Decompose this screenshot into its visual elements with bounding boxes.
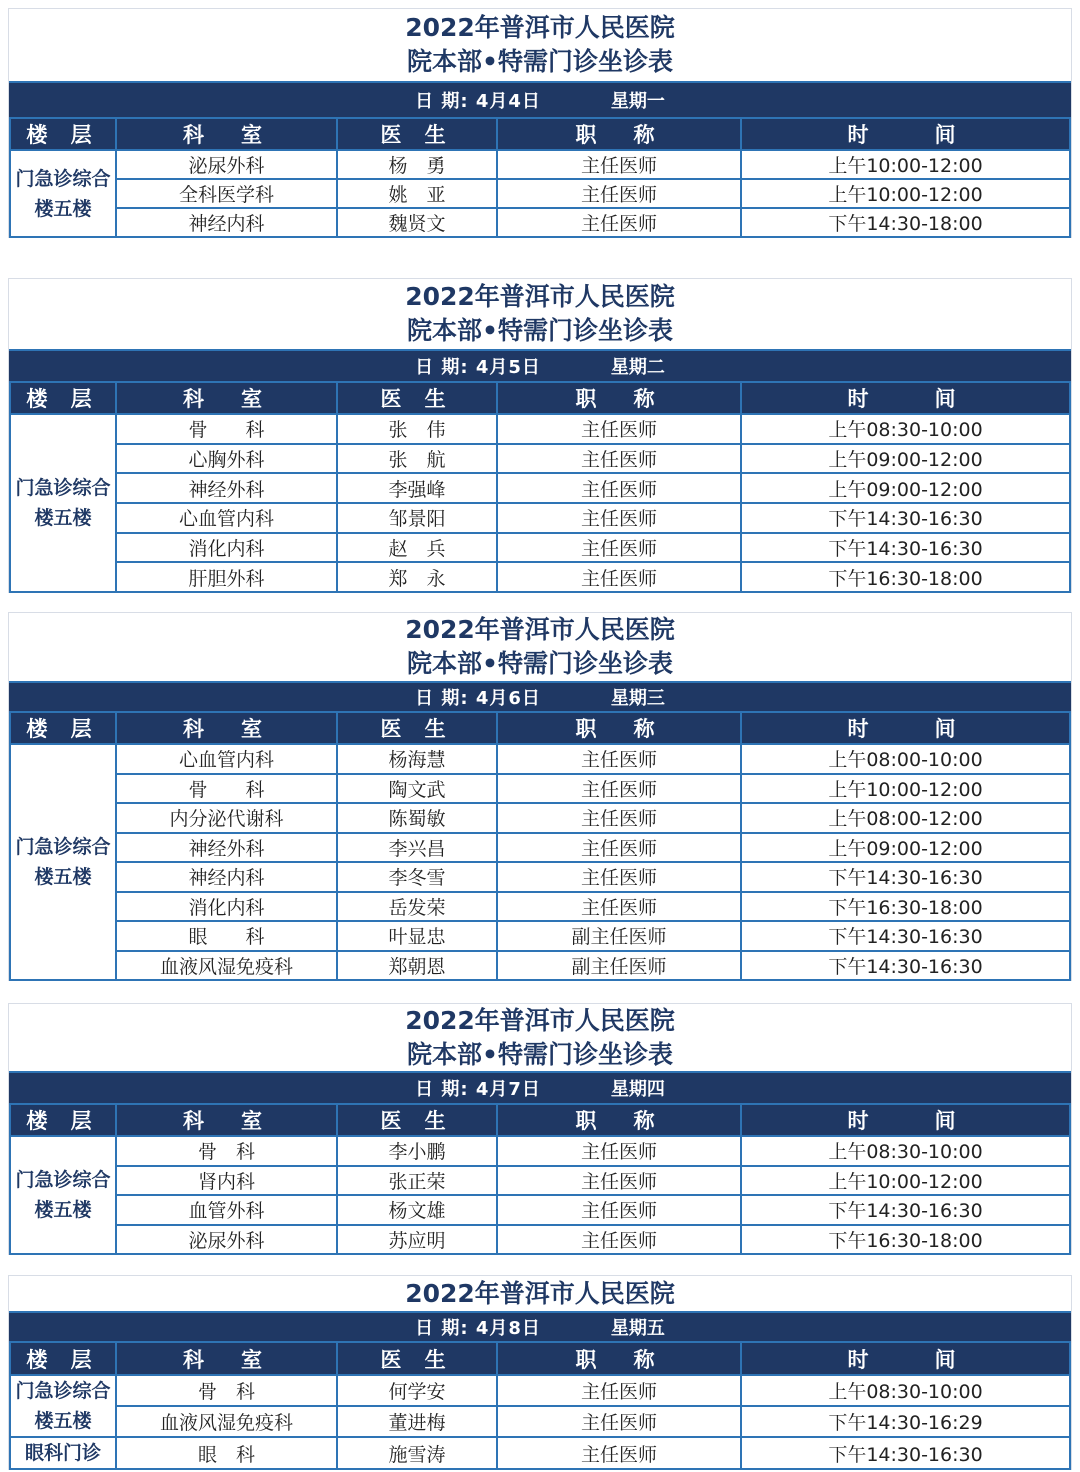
title-cell: 主任医师 [497, 179, 741, 208]
title-line: 2022年普洱市人民医院 [405, 13, 675, 42]
doctor-cell: 杨海慧 [337, 744, 497, 774]
floor-cell: 门急诊综合楼五楼 [10, 150, 116, 237]
department-cell: 消化内科 [116, 892, 337, 922]
doctor-cell: 何学安 [337, 1375, 497, 1406]
department-cell: 神经内科 [116, 862, 337, 892]
title-cell: 主任医师 [497, 444, 741, 474]
department-cell: 血管外科 [116, 1195, 337, 1225]
column-header: 医 生 [337, 1342, 497, 1375]
header-row [10, 118, 1070, 150]
date-label: 日 期: [415, 1079, 469, 1100]
floor-cell: 门急诊综合楼五楼 [10, 414, 116, 592]
title-cell: 主任医师 [497, 1166, 741, 1196]
weekday: 星期三 [610, 688, 665, 709]
column-header: 楼 层 [10, 118, 116, 150]
time-cell: 下午14:30-16:30 [741, 951, 1070, 981]
doctor-cell: 岳发荣 [337, 892, 497, 922]
table-row [10, 833, 1070, 863]
department-cell: 血液风湿免疫科 [116, 951, 337, 981]
schedule-title [9, 9, 1071, 81]
time-cell: 上午08:30-10:00 [741, 414, 1070, 444]
column-header: 科 室 [116, 382, 337, 414]
floor-cell: 门急诊综合楼五楼 [10, 1136, 116, 1254]
table-row [10, 208, 1070, 237]
title-line: 2022年普洱市人民医院 [405, 1005, 675, 1035]
department-cell: 骨 科 [116, 774, 337, 804]
title-cell: 主任医师 [497, 1437, 741, 1469]
title-line: 2022年普洱市人民医院 [405, 1278, 675, 1308]
title-cell: 主任医师 [497, 1406, 741, 1437]
title-line: 2022年普洱市人民医院 [405, 282, 675, 311]
date-bar [9, 681, 1071, 711]
title-cell: 主任医师 [497, 150, 741, 179]
date-label: 日 期: [415, 357, 469, 378]
department-cell: 全科医学科 [116, 179, 337, 208]
column-header: 医 生 [337, 1104, 497, 1136]
column-header: 科 室 [116, 1104, 337, 1136]
date-text [415, 1314, 541, 1340]
doctor-cell: 李冬雪 [337, 862, 497, 892]
title-line: 院本部•特需门诊坐诊表 [407, 649, 673, 678]
schedule-title [9, 613, 1071, 681]
column-header: 楼 层 [10, 1104, 116, 1136]
table-row [10, 892, 1070, 922]
title-cell: 主任医师 [497, 833, 741, 863]
time-cell: 下午16:30-18:00 [741, 892, 1070, 922]
weekday: 星期一 [610, 91, 665, 112]
date-bar [9, 1311, 1071, 1341]
title-cell: 主任医师 [497, 892, 741, 922]
doctor-cell: 郑 永 [337, 562, 497, 592]
floor-cell: 眼科门诊 [10, 1437, 116, 1469]
department-cell: 神经内科 [116, 208, 337, 237]
weekday: 星期四 [610, 1079, 665, 1100]
time-cell: 上午09:00-12:00 [741, 473, 1070, 503]
column-header: 职 称 [497, 1342, 741, 1375]
table-row [10, 1225, 1070, 1255]
department-cell: 泌尿外科 [116, 150, 337, 179]
date-text [415, 353, 541, 379]
floor-cell: 门急诊综合楼五楼 [10, 1375, 116, 1437]
time-cell: 上午10:00-12:00 [741, 774, 1070, 804]
title-cell: 主任医师 [497, 503, 741, 533]
date-text [415, 87, 541, 113]
header-row [10, 712, 1070, 744]
table-row [10, 774, 1070, 804]
title-cell: 主任医师 [497, 1195, 741, 1225]
doctor-cell: 魏贤文 [337, 208, 497, 237]
title-cell: 主任医师 [497, 414, 741, 444]
date-label: 日 期: [415, 688, 469, 709]
doctor-cell: 李强峰 [337, 473, 497, 503]
time-cell: 上午08:30-10:00 [741, 1375, 1070, 1406]
table-row [10, 533, 1070, 563]
doctor-cell: 叶显忠 [337, 921, 497, 951]
schedule-table [8, 1275, 1072, 1470]
table-row [10, 473, 1070, 503]
table-row [10, 1195, 1070, 1225]
header-row [10, 1342, 1070, 1375]
table-row [10, 1375, 1070, 1406]
department-cell: 血液风湿免疫科 [116, 1406, 337, 1437]
time-cell: 下午14:30-16:29 [741, 1406, 1070, 1437]
weekday: 星期二 [610, 357, 665, 378]
department-cell: 泌尿外科 [116, 1225, 337, 1255]
title-cell: 主任医师 [497, 533, 741, 563]
department-cell: 骨 科 [116, 1375, 337, 1406]
doctor-cell: 杨文雄 [337, 1195, 497, 1225]
department-cell: 肾内科 [116, 1166, 337, 1196]
title-cell: 主任医师 [497, 774, 741, 804]
time-cell: 下午16:30-18:00 [741, 1225, 1070, 1255]
doctor-cell: 赵 兵 [337, 533, 497, 563]
table-row [10, 1166, 1070, 1196]
column-header: 医 生 [337, 382, 497, 414]
table-row [10, 921, 1070, 951]
title-cell: 主任医师 [497, 1375, 741, 1406]
department-cell: 心胸外科 [116, 444, 337, 474]
doctor-cell: 张 伟 [337, 414, 497, 444]
time-cell: 下午14:30-16:30 [741, 533, 1070, 563]
schedule-grid [9, 381, 1071, 593]
date-label: 日 期: [415, 91, 469, 112]
table-row [10, 150, 1070, 179]
column-header: 时 间 [741, 1104, 1070, 1136]
title-cell: 副主任医师 [497, 951, 741, 981]
title-cell: 主任医师 [497, 862, 741, 892]
schedule-grid [9, 1103, 1071, 1255]
table-row [10, 744, 1070, 774]
column-header: 职 称 [497, 118, 741, 150]
column-header: 职 称 [497, 712, 741, 744]
department-cell: 眼 科 [116, 1437, 337, 1469]
time-cell: 上午09:00-12:00 [741, 833, 1070, 863]
table-row [10, 951, 1070, 981]
schedule-title [9, 1004, 1071, 1071]
table-row [10, 1437, 1070, 1469]
schedule-table [8, 8, 1072, 238]
table-row [10, 803, 1070, 833]
column-header: 职 称 [497, 1104, 741, 1136]
title-cell: 主任医师 [497, 562, 741, 592]
doctor-cell: 杨 勇 [337, 150, 497, 179]
title-line: 院本部•特需门诊坐诊表 [407, 47, 673, 76]
doctor-cell: 董进梅 [337, 1406, 497, 1437]
date-text [415, 1075, 541, 1101]
time-cell: 上午09:00-12:00 [741, 444, 1070, 474]
title-cell: 主任医师 [497, 803, 741, 833]
doctor-cell: 张正荣 [337, 1166, 497, 1196]
department-cell: 消化内科 [116, 533, 337, 563]
title-cell: 主任医师 [497, 1136, 741, 1166]
date-text [415, 684, 541, 710]
doctor-cell: 李兴昌 [337, 833, 497, 863]
table-row [10, 1136, 1070, 1166]
schedule-table [8, 612, 1072, 981]
header-row [10, 1104, 1070, 1136]
time-cell: 上午08:00-10:00 [741, 744, 1070, 774]
doctor-cell: 姚 亚 [337, 179, 497, 208]
date-bar [9, 81, 1071, 117]
doctor-cell: 郑朝恩 [337, 951, 497, 981]
date-label: 日 期: [415, 1318, 469, 1339]
department-cell: 心血管内科 [116, 503, 337, 533]
title-line: 2022年普洱市人民医院 [405, 615, 675, 644]
time-cell: 上午08:00-12:00 [741, 803, 1070, 833]
date-value: 4月5日 [475, 357, 541, 378]
time-cell: 下午14:30-16:30 [741, 503, 1070, 533]
time-cell: 上午10:00-12:00 [741, 179, 1070, 208]
table-row [10, 862, 1070, 892]
column-header: 时 间 [741, 712, 1070, 744]
column-header: 时 间 [741, 1342, 1070, 1375]
table-row [10, 503, 1070, 533]
schedule-grid [9, 711, 1071, 981]
time-cell: 上午10:00-12:00 [741, 150, 1070, 179]
table-row [10, 444, 1070, 474]
doctor-cell: 施雪涛 [337, 1437, 497, 1469]
schedule-title [9, 1276, 1071, 1311]
column-header: 科 室 [116, 118, 337, 150]
schedule-table [8, 278, 1072, 593]
column-header: 科 室 [116, 1342, 337, 1375]
time-cell: 下午16:30-18:00 [741, 562, 1070, 592]
table-row [10, 414, 1070, 444]
table-row [10, 562, 1070, 592]
column-header: 楼 层 [10, 1342, 116, 1375]
title-cell: 主任医师 [497, 1225, 741, 1255]
header-row [10, 382, 1070, 414]
date-value: 4月4日 [475, 91, 541, 112]
title-cell: 主任医师 [497, 744, 741, 774]
title-cell: 主任医师 [497, 208, 741, 237]
column-header: 楼 层 [10, 712, 116, 744]
column-header: 科 室 [116, 712, 337, 744]
department-cell: 骨 科 [116, 1136, 337, 1166]
date-value: 4月6日 [475, 688, 541, 709]
schedule-table [8, 1003, 1072, 1255]
floor-cell: 门急诊综合楼五楼 [10, 744, 116, 980]
column-header: 医 生 [337, 118, 497, 150]
time-cell: 下午14:30-18:00 [741, 208, 1070, 237]
column-header: 时 间 [741, 118, 1070, 150]
doctor-cell: 邹景阳 [337, 503, 497, 533]
time-cell: 上午08:30-10:00 [741, 1136, 1070, 1166]
date-bar [9, 349, 1071, 381]
title-cell: 主任医师 [497, 473, 741, 503]
department-cell: 骨 科 [116, 414, 337, 444]
department-cell: 内分泌代谢科 [116, 803, 337, 833]
time-cell: 上午10:00-12:00 [741, 1166, 1070, 1196]
department-cell: 肝胆外科 [116, 562, 337, 592]
doctor-cell: 李小鹏 [337, 1136, 497, 1166]
schedule-grid [9, 1341, 1071, 1470]
department-cell: 眼 科 [116, 921, 337, 951]
title-line: 院本部•特需门诊坐诊表 [407, 316, 673, 345]
time-cell: 下午14:30-16:30 [741, 921, 1070, 951]
doctor-cell: 陶文武 [337, 774, 497, 804]
schedule-title [9, 279, 1071, 349]
weekday: 星期五 [610, 1318, 665, 1339]
column-header: 职 称 [497, 382, 741, 414]
department-cell: 心血管内科 [116, 744, 337, 774]
column-header: 医 生 [337, 712, 497, 744]
title-cell: 副主任医师 [497, 921, 741, 951]
department-cell: 神经外科 [116, 473, 337, 503]
doctor-cell: 张 航 [337, 444, 497, 474]
title-line: 院本部•特需门诊坐诊表 [407, 1039, 673, 1069]
table-row [10, 1406, 1070, 1437]
time-cell: 下午14:30-16:30 [741, 1195, 1070, 1225]
department-cell: 神经外科 [116, 833, 337, 863]
time-cell: 下午14:30-16:30 [741, 862, 1070, 892]
doctor-cell: 陈蜀敏 [337, 803, 497, 833]
column-header: 时 间 [741, 382, 1070, 414]
schedule-grid [9, 117, 1071, 238]
doctor-cell: 苏应明 [337, 1225, 497, 1255]
column-header: 楼 层 [10, 382, 116, 414]
date-bar [9, 1071, 1071, 1103]
date-value: 4月7日 [475, 1079, 541, 1100]
time-cell: 下午14:30-16:30 [741, 1437, 1070, 1469]
table-row [10, 179, 1070, 208]
date-value: 4月8日 [475, 1318, 541, 1339]
